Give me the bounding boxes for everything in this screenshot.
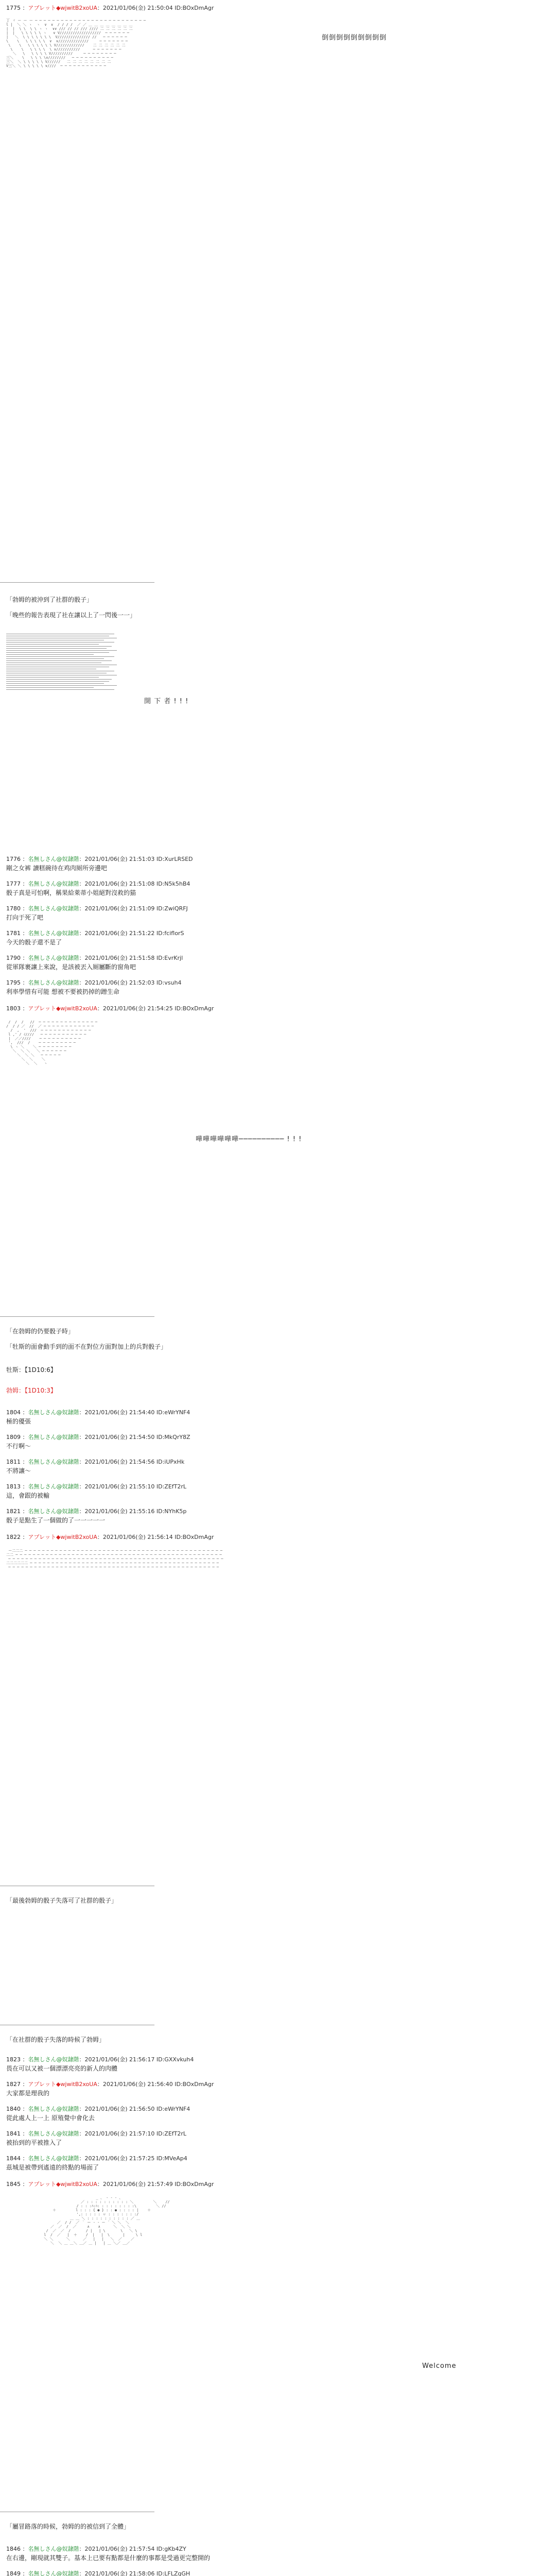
poster-name: 名無しさん@奴隷階 xyxy=(28,979,79,986)
post-number: 1827 xyxy=(6,2081,21,2088)
post-meta: ：2021/01/06(金) 21:56:17 ID:GXXvkuh4 xyxy=(79,2056,194,2063)
narration: 「最後勃姆的骰子失落可了社群的骰子」 xyxy=(6,1897,118,1904)
post-meta: ：2021/01/06(金) 21:57:25 ID:MVeAp4 xyxy=(79,2155,187,2162)
post-header: 1775 ：アプレット◆wjwitB2xoUA：2021/01/06(金) 21:50:04 ID:BOxDmAgr xyxy=(6,5,214,11)
post-meta: ：2021/01/06(金) 21:57:49 ID:BOxDmAgr xyxy=(97,2181,214,2188)
post-1822 xyxy=(6,1533,552,1541)
poster-name: 名無しさん@奴隷階 xyxy=(28,2570,79,2576)
post-1809 xyxy=(6,1433,552,1451)
narration: 「在社群的骰子失落的時候了勃姆」 xyxy=(6,2036,106,2043)
post-body: 今天的骰子還不是了 xyxy=(6,939,62,946)
post-header: 1790 ：名無しさん@奴隷階：2021/01/06(金) 21:51:58 ID:EvrKrjl xyxy=(6,955,183,961)
post-number: 1849 xyxy=(6,2570,21,2576)
ascii-art-1: 丁 ヾ ー ー ー ─ ─ ─ ─ ─ ─ ─ ─ ─ ─ ─ ─ ─ ─ ─ ─ ─ ─ ─ ─ ─ ─ ─ ─ ─ ─ l | ＼ ＼ ヽ ヽ ∨ ∨ / / / / ／ ／ ＿ ＿ ＿ ＿ ＿ ＿ ＿ ＿ | | \ \ \ \ ヽ ヽ ∨∨ /// // // /// //// 二 二 二 二 二 二 | | \ \ \ \ \ ヽ ∨ V/////////////////// ─ ─ ─ ─ ─ ─ | ＼ \ \ \ \ \ \ \ V/////////////// // ─ ─ ─ ─ ─ ─ \ \ \ \ \ \ \ ∨ ∨////////////// ─ ─ ─ ─ ─ ─ ─ \ \ \ \ \ \ \ \ V///////////// 二 二 二 二 二 二 \ \ \ \ \ \ \ ∨/////////// ─ ─ ─ ─ ─ ─ ─ ＼ \ \ \ \ \ V////////// ─ ─ ─ ─ ─ ─ ─ ─ 三＼ \ \ \ \ \∨//////// ─ ─ ─ ─ ─ ─ ─ ─ ─ ─ 三＼ ＼ \ \ \ \ \ V////// 二 二 二 二 二 二 二 二 V三＼ ＼ \ \ \ \ \ ∨//// ─ ─ ─ ─ ─ ─ ─ ─ ─ ─ ─ xyxy=(6,19,146,68)
post-1841 xyxy=(6,2130,552,2147)
poster-name: 名無しさん@奴隷階 xyxy=(28,856,79,862)
post-1823 xyxy=(6,2056,552,2073)
divider xyxy=(0,1316,154,1317)
post-number: 1775 xyxy=(6,5,21,11)
post-meta: ：2021/01/06(金) 21:54:50 ID:MkQrY8Z xyxy=(79,1434,190,1440)
post-number: 1844 xyxy=(6,2155,21,2162)
poster-name: 名無しさん@奴隷階 xyxy=(28,955,79,961)
post-1781 xyxy=(6,929,552,947)
poster-name: 名無しさん@奴隷階 xyxy=(28,2155,79,2162)
poster-name: 名無しさん@奴隷階 xyxy=(28,1434,79,1440)
post-number: 1777 xyxy=(6,880,21,887)
poster-name: 名無しさん@奴隷階 xyxy=(28,930,79,937)
post-header: 1846 ：名無しさん@奴隷階：2021/01/06(金) 21:57:54 ID:gKb4ZY xyxy=(6,2546,186,2552)
post-header: 1840 ：名無しさん@奴隷階：2021/01/06(金) 21:56:50 ID:eWrYNF4 xyxy=(6,2106,190,2112)
post-header: 1844 ：名無しさん@奴隷階：2021/01/06(金) 21:57:25 ID:MVeAp4 xyxy=(6,2155,187,2162)
post-number: 1790 xyxy=(6,955,21,961)
narration: 「牡斯的面會動手到的面不在對位方面對加上的兵對骰子」 xyxy=(6,1343,167,1350)
post-meta: ：2021/01/06(金) 21:51:22 ID:fciflorS xyxy=(79,930,184,937)
post-header: 1781 ：名無しさん@奴隷階：2021/01/06(金) 21:51:22 ID:fciflorS xyxy=(6,930,184,937)
post-meta: ：2021/01/06(金) 21:54:56 ID:iUPxHk xyxy=(79,1459,185,1465)
post-1775 xyxy=(6,4,552,12)
poster-name: 名無しさん@奴隷階 xyxy=(28,1459,79,1465)
narration: 「屬冒路落的時候，勃姆的的被信到了全體」 xyxy=(6,2523,130,2530)
post-header: 1845 ：アプレット◆wjwitB2xoUA：2021/01/06(金) 21:57:49 ID:BOxDmAgr xyxy=(6,2181,214,2188)
post-body: 從軍隊裹讓上來說，是該被丟入厕屬斷的窗角吧 xyxy=(6,963,136,971)
poster-name: 名無しさん@奴隷階 xyxy=(28,1409,79,1416)
poster-name: アプレット◆wjwitB2xoUA xyxy=(28,1005,97,1012)
poster-name: 名無しさん@奴隷階 xyxy=(28,2056,79,2063)
sound-effect: Welcome xyxy=(422,2362,457,2370)
post-1844 xyxy=(6,2155,552,2172)
poster-name: アプレット◆wjwitB2xoUA xyxy=(28,5,97,11)
poster-name: 名無しさん@奴隷階 xyxy=(28,880,79,887)
poster-name: 名無しさん@奴隷階 xyxy=(28,2130,79,2137)
post-header: 1841 ：名無しさん@奴隷階：2021/01/06(金) 21:57:10 ID:ZEfT2rL xyxy=(6,2130,187,2137)
post-meta: ：2021/01/06(金) 21:54:25 ID:BOxDmAgr xyxy=(97,1005,214,1012)
poster-name: アプレット◆wjwitB2xoUA xyxy=(28,1534,97,1540)
post-body: 骰子真是可怕啊，稱果給萊蒂小姐絕對沒救的猫 xyxy=(6,889,136,896)
post-body: 這，會跟的被輸 xyxy=(6,1492,50,1499)
post-number: 1821 xyxy=(6,1508,21,1515)
post-number: 1846 xyxy=(6,2546,21,2552)
post-body: 畏在可以又被一個漂漂亮亮的新人的肉體 xyxy=(6,2065,118,2072)
post-number: 1841 xyxy=(6,2130,21,2137)
poster-name: アプレット◆wjwitB2xoUA xyxy=(28,2181,97,2188)
post-body: 骰子是點生了一個做的了一一一一一 xyxy=(6,1517,106,1524)
post-header: 1804 ：名無しさん@奴隷階：2021/01/06(金) 21:54:40 ID:eWrYNF4 xyxy=(6,1409,190,1416)
poster-name: 名無しさん@奴隷階 xyxy=(28,1508,79,1515)
post-meta: ：2021/01/06(金) 21:56:50 ID:eWrYNF4 xyxy=(79,2106,190,2112)
poster-name: 名無しさん@奴隷階 xyxy=(28,1483,79,1490)
post-body: 剛之女裤 讀糕碗待在鸡肉厕所旁邊吧 xyxy=(6,865,107,872)
post-header: 1780 ：名無しさん@奴隷階：2021/01/06(金) 21:51:09 ID:ZwiQRFJ xyxy=(6,905,188,912)
post-number: 1811 xyxy=(6,1459,21,1465)
post-header: 1795 ：名無しさん@奴隷階：2021/01/06(金) 21:52:03 ID:vsuh4 xyxy=(6,979,182,986)
post-1777 xyxy=(6,880,552,897)
post-meta: ：2021/01/06(金) 21:55:16 ID:NYhK5p xyxy=(79,1508,187,1515)
poster-name: 名無しさん@奴隷階 xyxy=(28,905,79,912)
post-meta: ：2021/01/06(金) 21:58:06 ID:LFLZgGH xyxy=(79,2570,190,2576)
post-1811 xyxy=(6,1458,552,1476)
post-body: 極的優張 xyxy=(6,1418,31,1425)
post-1840 xyxy=(6,2105,552,2123)
post-meta: ：2021/01/06(金) 21:54:40 ID:eWrYNF4 xyxy=(79,1409,190,1416)
post-1804 xyxy=(6,1409,552,1426)
post-body: 茲城是被帶到遙遠的終點的場面了 xyxy=(6,2164,99,2171)
post-meta: ：2021/01/06(金) 21:51:03 ID:XurLRSED xyxy=(79,856,193,862)
dice-roll: 牡斯：【1D10:6】 xyxy=(6,1366,57,1374)
dice-roll: 勃姆：【1D10:3】 xyxy=(6,1387,57,1394)
post-body: 從此處人上一上 原殖覺中會化去 xyxy=(6,2114,95,2122)
post-header: 1777 ：名無しさん@奴隷階：2021/01/06(金) 21:51:08 ID:N5k5hB4 xyxy=(6,880,190,887)
post-meta: ：2021/01/06(金) 21:57:54 ID:gKb4ZY xyxy=(79,2546,186,2552)
post-number: 1809 xyxy=(6,1434,21,1440)
post-meta: ：2021/01/06(金) 21:50:04 ID:BOxDmAgr xyxy=(97,5,214,11)
post-meta: ：2021/01/06(金) 21:51:09 ID:ZwiQRFJ xyxy=(79,905,188,912)
post-meta: ：2021/01/06(金) 21:52:03 ID:vsuh4 xyxy=(79,979,182,986)
poster-name: 名無しさん@奴隷階 xyxy=(28,2546,79,2552)
post-header: 1849 ：名無しさん@奴隷階：2021/01/06(金) 21:58:06 ID:LFLZgGH xyxy=(6,2570,190,2576)
post-header: 1827 ：アプレット◆wjwitB2xoUA：2021/01/06(金) 21:56:40 ID:BOxDmAgr xyxy=(6,2081,214,2088)
post-meta: ：2021/01/06(金) 21:51:08 ID:N5k5hB4 xyxy=(79,880,190,887)
post-1776 xyxy=(6,855,552,873)
narration: 「晚些的報告表現了社在讓以上了一閃後一一」 xyxy=(6,612,136,619)
post-body: 打向于死了吧 xyxy=(6,914,44,921)
post-meta: ：2021/01/06(金) 21:55:10 ID:ZEfT2rL xyxy=(79,1483,187,1490)
post-1827 xyxy=(6,2080,552,2098)
post-1846 xyxy=(6,2545,552,2563)
post-header: 1776 ：名無しさん@奴隷階：2021/01/06(金) 21:51:03 ID:XurLRSED xyxy=(6,856,193,862)
post-body: 在右邊，剛現就其雙子。基本上已要有點都是什麼的事都是受過更完整開的 xyxy=(6,2554,211,2562)
post-1780 xyxy=(6,905,552,922)
post-meta: ：2021/01/06(金) 21:56:14 ID:BOxDmAgr xyxy=(97,1534,214,1540)
post-1803 xyxy=(6,1005,552,1013)
ascii-art-4: ー二二二 ─ ─ ─ ─ ─ ─ ─ ─ ─ ─ ─ ─ ─ ─ ─ ─ ─ ─ ─ ─ ─ ─ ─ ─ ─ ─ ─ ─ ─ ─ ─ ─ ─ ─ ─ ─ ─ ─ ─ ─ ─ ─ ─ ─ ─ ─ 二二 ─ ─ ─ ─ ─ ─ ─ ─ ─ ─ ─ ─ ─ ─ ─ ─ ─ ─ ─ ─ ─ ─ ─ ─ ─ ─ ─ ─ ─ ─ ─ ─ ─ ─ ─ ─ ─ ─ ─ ─ ─ ─ ─ ─ ─ ─ ─ ─ ─ ─ ─ ─ ─ ─ ─ ─ ─ ─ ─ ─ ─ ─ ─ ─ ─ ─ ─ ─ ─ ─ ─ ─ ─ ─ ─ ─ ─ ─ ─ ─ ─ ─ ─ ─ ─ ─ ─ ─ ─ ─ ─ ─ ─ ─ ─ ─ ─ ─ 二二二二二二 ─ ─ ─ ─ ─ ─ ─ ─ ─ ─ ─ ─ ─ ─ ─ ─ ─ ─ ─ ─ ─ ─ ─ ─ ─ ─ ─ ─ ─ ─ ─ ─ ─ ─ ─ ─ ─ ─ ─ ─ ─ ─ ─ ─ ─ ─ ─ ─ ─ ─ ─ ─ ─ ─ ─ ─ ─ ─ ─ ─ ─ ─ ─ ─ ─ ─ ─ ─ ─ ─ ─ ─ ─ ─ ─ ─ ─ ─ ─ ─ ─ ─ ─ ─ ─ ─ ─ ─ ─ ─ ─ ─ ─ xyxy=(6,1549,223,1569)
post-header: 1823 ：名無しさん@奴隷階：2021/01/06(金) 21:56:17 ID:GXXvkuh4 xyxy=(6,2056,194,2063)
narration: 「在勃姆的仍要骰子時」 xyxy=(6,1328,75,1335)
post-header: 1813 ：名無しさん@奴隷階：2021/01/06(金) 21:55:10 ID:ZEfT2rL xyxy=(6,1483,187,1490)
post-number: 1780 xyxy=(6,905,21,912)
post-number: 1781 xyxy=(6,930,21,937)
ascii-art-5: _ 、 - ‐ - 、 ／ : : : : : : : : : : ＼ ＼ // / : : :ﾊ:ﾊ: : : : : : : : :\ ＼ // ＋ l : : : { ● } : : ● : : : : | ＋ ',: : : : : ヮ : : : : : : :/ ＿ ＿ ＼ : : : : : : : : : : ／ ＿ ／ / / ／ ｀ ー ‐ ‐ ー ´ ＼ ＼ ＼ ／ ／ / ／ ∧ ∧ ＼ ＼ ＼ / ／ ／ / / | | \ \ ＼ \ l / ／ | ＋ / | | \ | \ l ＼ ＼ ＼ ／ | | ＼ ／ ／ ＼ ＼ ＿ ＿＼ ＿／ ＿ | | ＿ ＼／ ＿／ xyxy=(44,2196,170,2245)
post-header: 1822 ：アプレット◆wjwitB2xoUA：2021/01/06(金) 21:56:14 ID:BOxDmAgr xyxy=(6,1534,214,1540)
post-body: 被抬到的平被推入了 xyxy=(6,2139,62,2146)
post-number: 1776 xyxy=(6,856,21,862)
sound-effect: 開 下 者 ! ! ! xyxy=(144,698,189,705)
ascii-art-3: / / / // ─ ─ ─ ─ ─ ─ ─ ─ ─ ─ ─ ─ ─ ─ / / / ／ // ／ ─ ─ ─ ─ ─ ─ ─ ─ ─ ─ ─ ─ / , ' /// ─ ─ ─ ─ ─ ─ ─ ─ ─ ─ ─ ─ l ,' / ｲ//// ─ ─ ─ ─ ─ ─ ─ ─ ─ ─ ─ | ／／//// ─ ─ ─ ─ ─ ─ ─ ─ ─ ─ ', /// / ─ ─ ─ ─ ─ ─ ─ ─ ─ \ ヽ ＼ ＼ ─ ─ ─ ─ ─ ─ ─ ─ ＼ ＼ ＼ ＼ ─ ─ ─ ─ ─ ─ ＼ ＼ ＼ ─ ─ ─ ─ ─ ＼ ＼ ＼ ＼ ＼ ヽ xyxy=(6,1020,98,1065)
post-body: 大家都是理我的 xyxy=(6,2090,50,2097)
narration: 「勃姆的被沖到了社群的骰子」 xyxy=(6,596,93,603)
post-meta: ：2021/01/06(金) 21:57:10 ID:ZEfT2rL xyxy=(79,2130,187,2137)
post-header: 1811 ：名無しさん@奴隷階：2021/01/06(金) 21:54:56 ID:iUPxHk xyxy=(6,1459,185,1465)
post-1821 xyxy=(6,1507,552,1525)
post-body: 利率學惜有可能 想被不要被扔掉的蹭生命 xyxy=(6,988,119,995)
sound-effect: 倒倒倒倒倒倒倒倒倒 xyxy=(322,34,387,42)
post-number: 1803 xyxy=(6,1005,21,1012)
post-number: 1823 xyxy=(6,2056,21,2063)
post-number: 1813 xyxy=(6,1483,21,1490)
post-body: 不將讓～ xyxy=(6,1467,31,1475)
post-number: 1804 xyxy=(6,1409,21,1416)
post-number: 1845 xyxy=(6,2181,21,2188)
ascii-art-2 xyxy=(6,634,119,840)
post-meta: ：2021/01/06(金) 21:56:40 ID:BOxDmAgr xyxy=(97,2081,214,2088)
post-meta: ：2021/01/06(金) 21:51:58 ID:EvrKrjl xyxy=(79,955,183,961)
post-1790 xyxy=(6,954,552,972)
post-body: 不行啊～ xyxy=(6,1443,31,1450)
post-1813 xyxy=(6,1483,552,1500)
post-header: 1809 ：名無しさん@奴隷階：2021/01/06(金) 21:54:50 ID:MkQrY8Z xyxy=(6,1434,190,1440)
post-header: 1821 ：名無しさん@奴隷階：2021/01/06(金) 21:55:16 ID:NYhK5p xyxy=(6,1508,187,1515)
post-1845 xyxy=(6,2180,552,2189)
post-number: 1822 xyxy=(6,1534,21,1540)
post-number: 1795 xyxy=(6,979,21,986)
post-1849 xyxy=(6,2570,552,2576)
post-number: 1840 xyxy=(6,2106,21,2112)
poster-name: 名無しさん@奴隷階 xyxy=(28,2106,79,2112)
divider xyxy=(0,582,154,583)
post-1795 xyxy=(6,979,552,996)
sound-effect: 嘩嘩嘩嘩嘩嘩────────── ! ! ! xyxy=(196,1136,302,1143)
poster-name: アプレット◆wjwitB2xoUA xyxy=(28,2081,97,2088)
post-header: 1803 ：アプレット◆wjwitB2xoUA：2021/01/06(金) 21:54:25 ID:BOxDmAgr xyxy=(6,1005,214,1012)
